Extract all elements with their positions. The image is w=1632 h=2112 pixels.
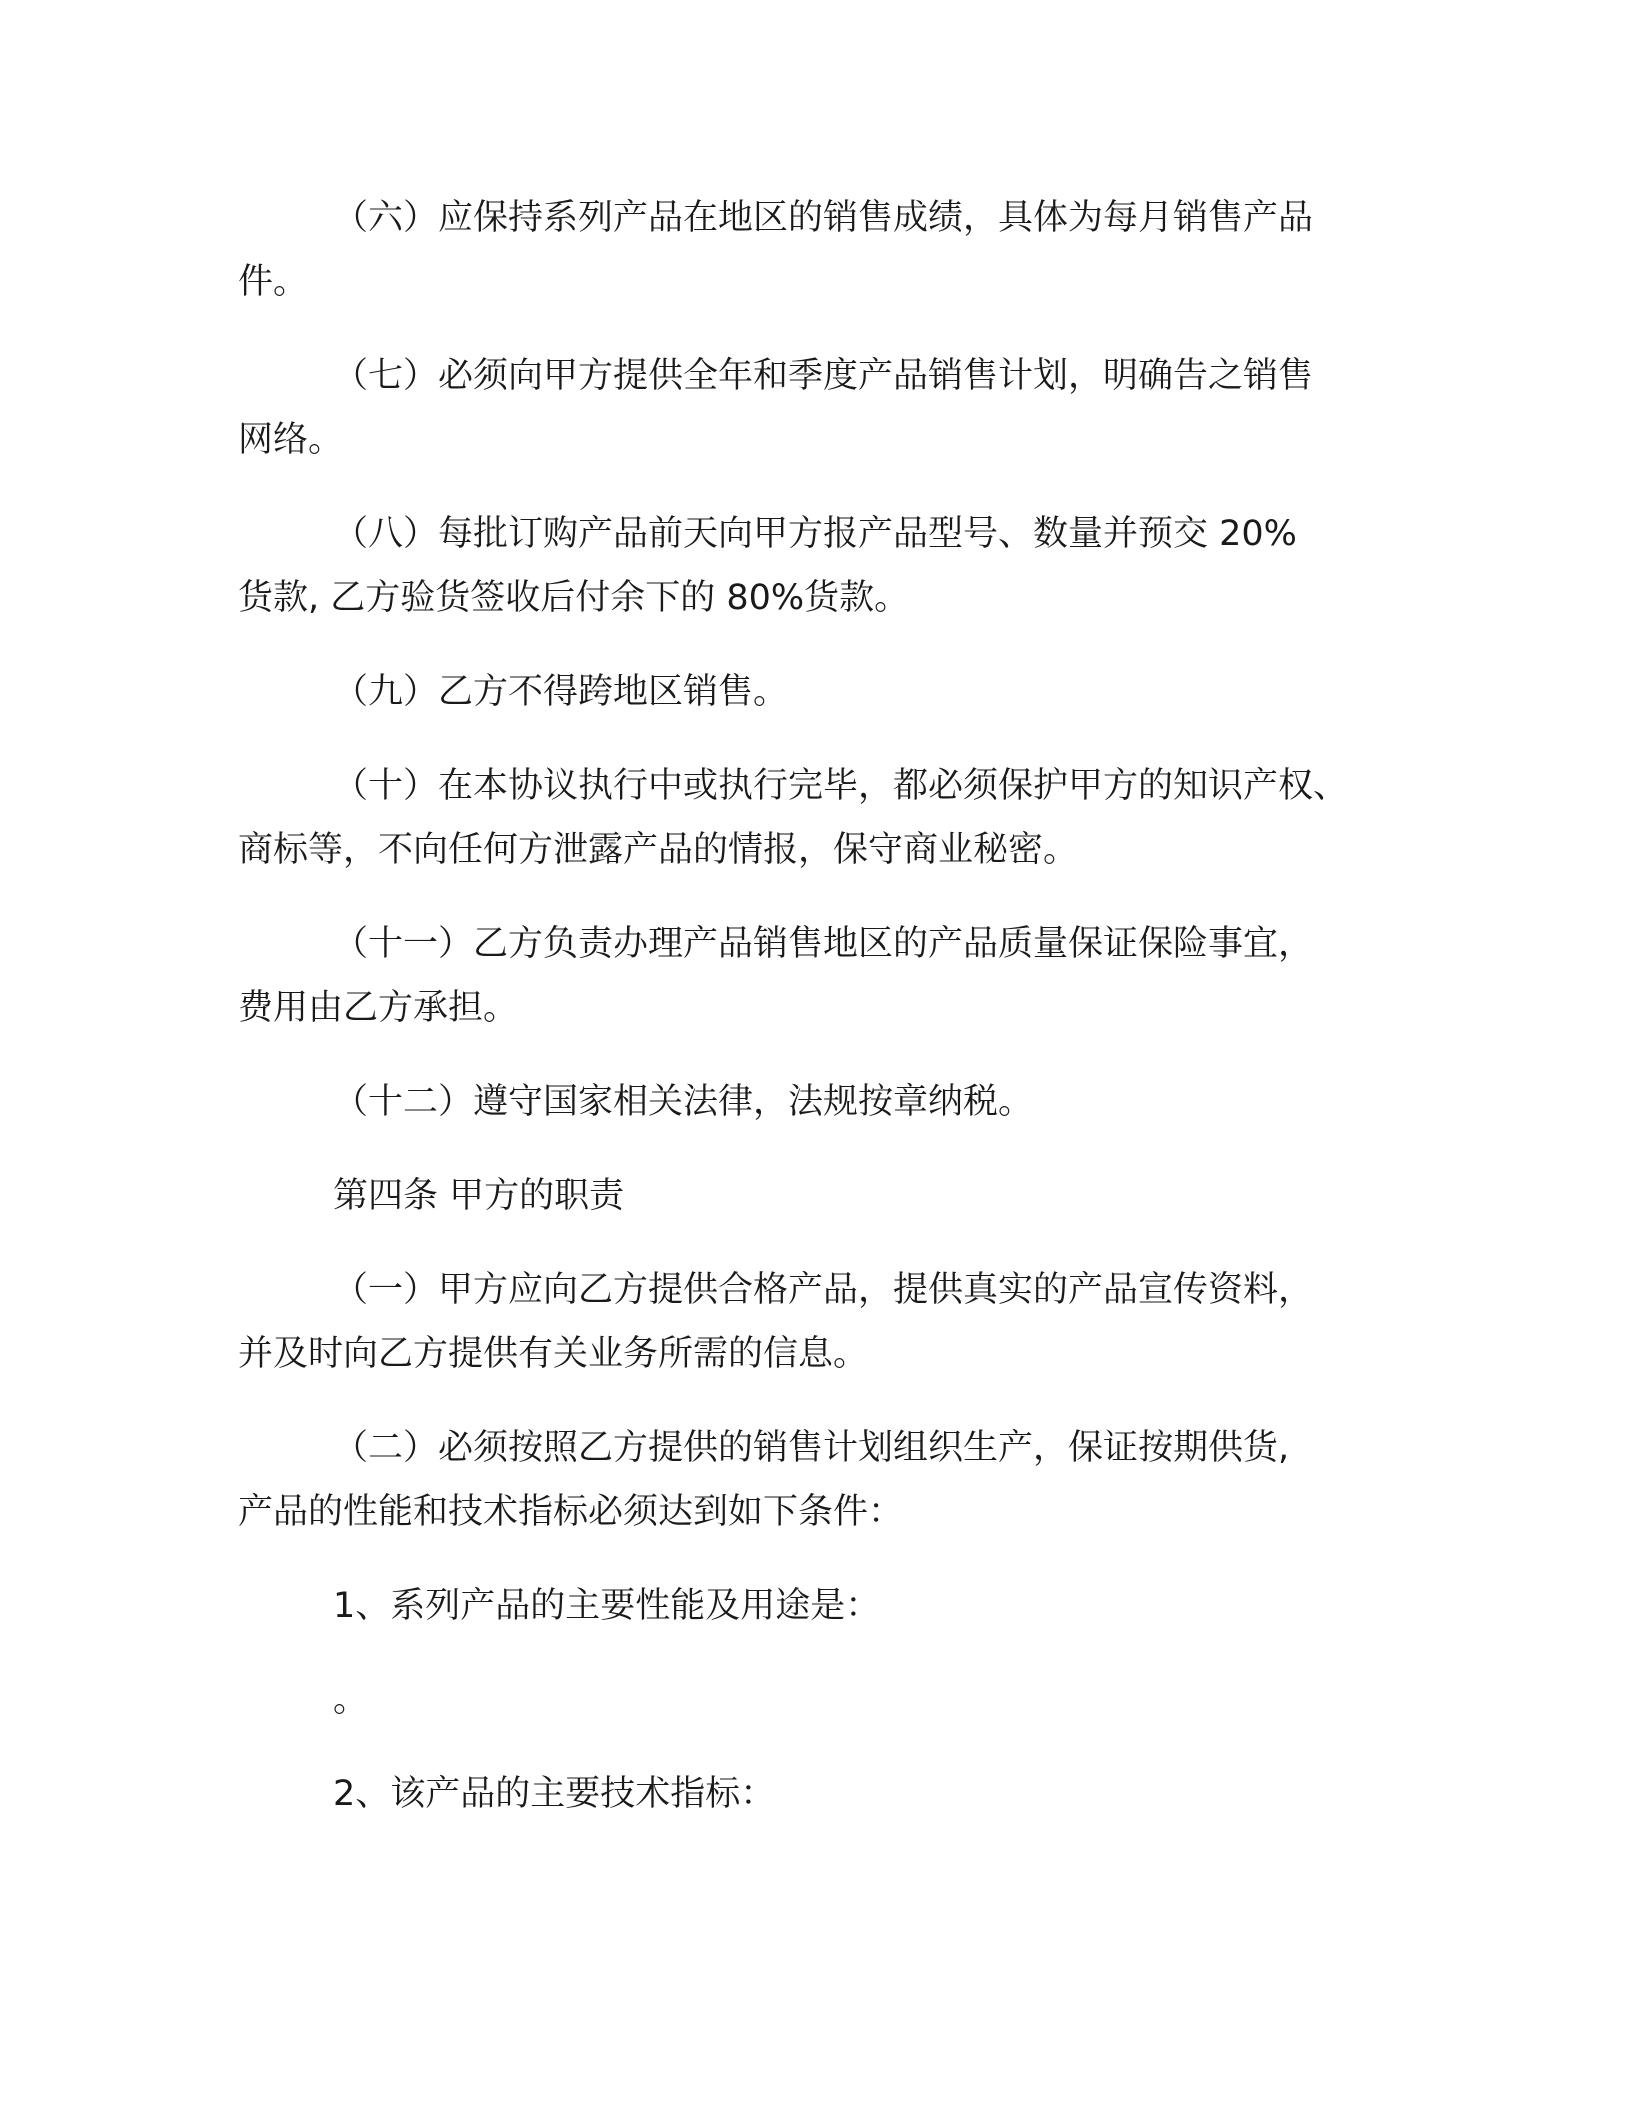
party-a-clause-2-line-2: 产品的性能和技术指标必须达到如下条件： bbox=[238, 1492, 904, 1532]
party-a-clause-1-line-1: （一）甲方应向乙方提供合格产品，提供真实的产品宣传资料， bbox=[333, 1270, 1314, 1310]
clause-10-line-2: 商标等，不向任何方泄露产品的情报，保守商业秘密。 bbox=[238, 830, 1079, 870]
clause-6-line-1: （六）应保持系列产品在地区的销售成绩，具体为每月销售产品 bbox=[333, 198, 1314, 238]
item-1-line: 1、系列产品的主要性能及用途是： bbox=[333, 1586, 881, 1626]
item-2-line: 2、该产品的主要技术指标： bbox=[333, 1774, 776, 1814]
party-a-clause-1-line-2: 并及时向乙方提供有关业务所需的信息。 bbox=[238, 1334, 869, 1374]
clause-11-line-2: 费用由乙方承担。 bbox=[238, 988, 519, 1028]
party-a-clause-2-line-1: （二）必须按照乙方提供的销售计划组织生产，保证按期供货, bbox=[333, 1428, 1290, 1468]
clause-6-line-2: 件。 bbox=[238, 262, 309, 302]
item-1-blank-line: 。 bbox=[333, 1680, 369, 1720]
clause-7-line-2: 网络。 bbox=[238, 420, 344, 460]
clause-9-line-1: （九）乙方不得跨地区销售。 bbox=[333, 672, 789, 712]
clause-8-line-1: （八）每批订购产品前天向甲方报产品型号、数量并预交 20% bbox=[333, 514, 1297, 554]
clause-11-line-1: （十一）乙方负责办理产品销售地区的产品质量保证保险事宜， bbox=[333, 924, 1314, 964]
clause-8-line-2: 货款, 乙方验货签收后付余下的 80%货款。 bbox=[238, 578, 910, 618]
clause-10-line-1: （十）在本协议执行中或执行完毕，都必须保护甲方的知识产权、 bbox=[333, 766, 1349, 806]
clause-7-line-1: （七）必须向甲方提供全年和季度产品销售计划，明确告之销售 bbox=[333, 356, 1314, 396]
clause-12-line-1: （十二）遵守国家相关法律，法规按章纳税。 bbox=[333, 1082, 1034, 1122]
article-4-heading: 第四条 甲方的职责 bbox=[333, 1176, 625, 1216]
